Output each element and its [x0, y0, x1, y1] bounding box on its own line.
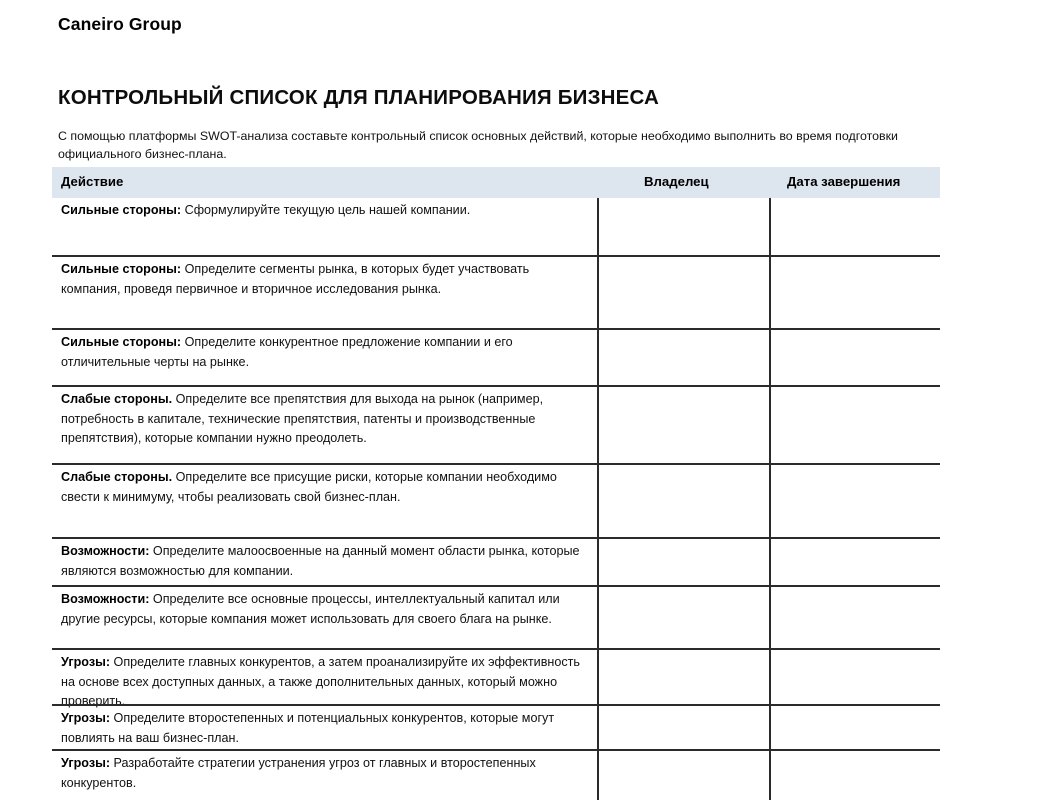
table-header-row [52, 167, 940, 198]
cell-action [52, 539, 597, 584]
row-category-label: Возможности: [61, 592, 150, 606]
cell-completion-date[interactable] [771, 198, 940, 255]
cell-completion-date[interactable] [771, 539, 940, 585]
row-action-text: Определите малоосвоенные на данный момент области рынка, которые являются возможностью для компании. [61, 544, 580, 578]
row-category-label: Возможности: [61, 544, 150, 558]
row-action-text: Определите конкурентное предложение компании и его отличительные черты на рынке. [61, 335, 513, 369]
cell-owner[interactable] [599, 465, 769, 537]
table-row [52, 463, 940, 537]
table-body [52, 198, 940, 800]
cell-completion-date[interactable] [771, 387, 940, 463]
cell-owner[interactable] [599, 387, 769, 463]
cell-owner[interactable] [599, 257, 769, 328]
cell-completion-date[interactable] [771, 706, 940, 749]
cell-owner[interactable] [599, 751, 769, 800]
cell-owner[interactable] [599, 706, 769, 749]
cell-action [52, 257, 597, 302]
column-divider-date [769, 198, 771, 800]
cell-action [52, 387, 597, 452]
row-category-label: Угрозы: [61, 711, 111, 725]
row-category-label: Сильные стороны: [61, 335, 182, 349]
cell-action [52, 465, 597, 510]
row-action-text: Определите все присущие риски, которые компании необходимо свести к минимуму, чтобы реализовать свой бизнес-план. [61, 470, 557, 504]
cell-owner[interactable] [599, 539, 769, 585]
table-row [52, 585, 940, 648]
cell-action [52, 751, 597, 796]
cell-completion-date[interactable] [771, 650, 940, 704]
table-row [52, 255, 940, 328]
document-intro-text: С помощью платформы SWOT-анализа составьте контрольный список основных действий, которые необходимо выполнить во время подготовки официального бизнес-плана. [58, 129, 898, 162]
cell-completion-date[interactable] [771, 587, 940, 648]
table-row [52, 749, 940, 800]
column-header-action: Действие [61, 174, 124, 189]
cell-owner[interactable] [599, 650, 769, 704]
cell-completion-date[interactable] [771, 751, 940, 800]
page-title: КОНТРОЛЬНЫЙ СПИСОК ДЛЯ ПЛАНИРОВАНИЯ БИЗНЕСА [58, 85, 660, 109]
column-header-completion-date: Дата завершения [787, 174, 901, 189]
table-row [52, 704, 940, 749]
column-header-owner: Владелец [644, 174, 709, 189]
brand-name: Caneiro Group [58, 14, 182, 34]
table-row [52, 198, 940, 255]
checklist-table-viewport [52, 167, 940, 800]
cell-completion-date[interactable] [771, 330, 940, 385]
checklist-table [52, 167, 940, 800]
cell-action [52, 330, 597, 375]
row-action-text: Определите все препятствия для выхода на рынок (например, потребность в капитале, технические препятствия, патенты и производственные препятствия), которые компании нужно преодолеть. [61, 392, 544, 445]
table-row [52, 537, 940, 585]
row-action-text: Определите главных конкурентов, а затем проанализируйте их эффективность на основе всех доступных данных, а также дополнительных данных, который можно проверить. [61, 655, 580, 708]
row-category-label: Угрозы: [61, 756, 111, 770]
cell-action [52, 587, 597, 632]
cell-owner[interactable] [599, 330, 769, 385]
row-category-label: Слабые стороны. [61, 470, 173, 484]
cell-completion-date[interactable] [771, 465, 940, 537]
row-action-text: Сформулируйте текущую цель нашей компании. [181, 203, 471, 217]
row-action-text: Определите сегменты рынка, в которых будет участвовать компания, проведя первичное и вторичное исследования рынка. [61, 262, 530, 296]
row-action-text: Определите второстепенных и потенциальных конкурентов, которые могут повлиять на ваш бизнес-план. [61, 711, 555, 745]
row-category-label: Угрозы: [61, 655, 111, 669]
cell-owner[interactable] [599, 587, 769, 648]
table-row [52, 648, 940, 708]
cell-action [52, 706, 597, 751]
row-category-label: Сильные стороны: [61, 203, 182, 217]
cell-action [52, 198, 597, 224]
row-category-label: Слабые стороны. [61, 392, 173, 406]
table-row [52, 328, 940, 385]
column-divider-owner [597, 198, 599, 800]
row-action-text: Разработайте стратегии устранения угроз от главных и второстепенных конкурентов. [61, 756, 536, 790]
cell-owner[interactable] [599, 198, 769, 255]
row-category-label: Сильные стороны: [61, 262, 182, 276]
table-row [52, 385, 940, 463]
cell-completion-date[interactable] [771, 257, 940, 328]
row-action-text: Определите все основные процессы, интеллектуальный капитал или другие ресурсы, которые компания может использовать для своего блага на рынке. [61, 592, 560, 626]
